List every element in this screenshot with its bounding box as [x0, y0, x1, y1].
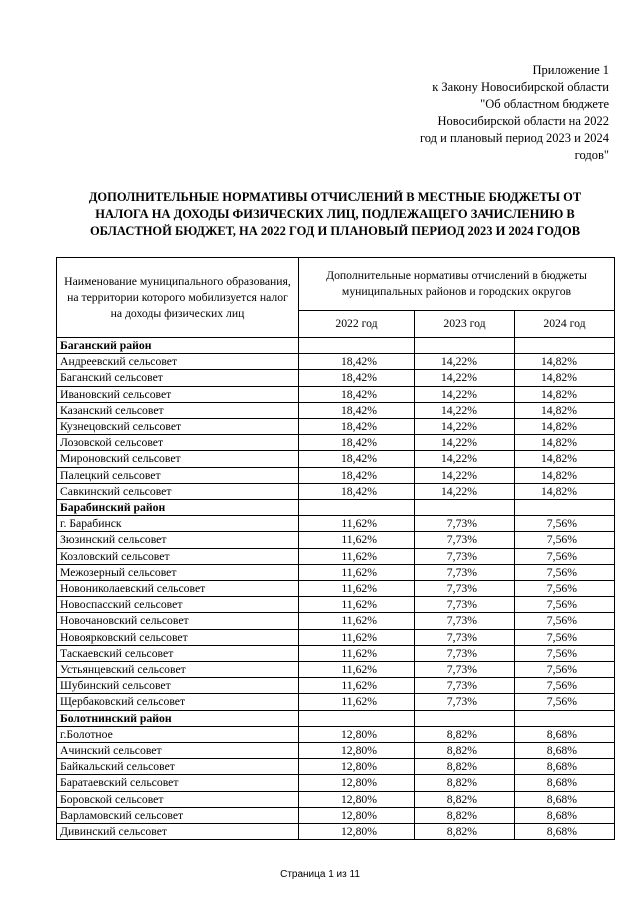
table-row — [57, 662, 615, 678]
norm-value-2022: 12,80% — [299, 824, 415, 840]
norm-value-2024: 14,82% — [515, 386, 615, 402]
municipality-name: Кузнецовский сельсовет — [57, 419, 299, 435]
norm-value-2023: 8,82% — [415, 726, 515, 742]
norm-value-2022: 11,62% — [299, 645, 415, 661]
table-row — [57, 726, 615, 742]
group-name: Болотнинский район — [57, 710, 299, 726]
municipality-name: Варламовский сельсовет — [57, 807, 299, 823]
table-row — [57, 483, 615, 499]
norm-value-2022: 18,42% — [299, 419, 415, 435]
municipality-name: Шубинский сельсовет — [57, 678, 299, 694]
norm-value-2022: 11,62% — [299, 581, 415, 597]
empty-cell — [515, 710, 615, 726]
municipality-name: Таскаевский сельсовет — [57, 645, 299, 661]
norm-value-2024: 14,82% — [515, 354, 615, 370]
annex-line: Новосибирской области на 2022 — [437, 114, 609, 128]
municipality-name: Новоярковский сельсовет — [57, 629, 299, 645]
page-number: Страница 1 из 11 — [280, 869, 360, 880]
norm-value-2022: 11,62% — [299, 516, 415, 532]
header-year-2022: 2022 год — [299, 311, 415, 338]
municipality-name: Ивановский сельсовет — [57, 386, 299, 402]
title-line: НАЛОГА НА ДОХОДЫ ФИЗИЧЕСКИХ ЛИЦ, ПОДЛЕЖАЩЕГО ЗАЧИСЛЕНИЮ В — [95, 207, 575, 221]
table-row — [57, 629, 615, 645]
table-row — [57, 694, 615, 710]
norm-value-2024: 14,82% — [515, 483, 615, 499]
title-line: ОБЛАСТНОЙ БЮДЖЕТ, НА 2022 ГОД И ПЛАНОВЫЙ ПЕРИОД 2023 И 2024 ГОДОВ — [89, 224, 581, 238]
header-year-2024: 2024 год — [515, 311, 615, 338]
annex-line: Приложение 1 — [532, 63, 609, 77]
norm-value-2024: 7,56% — [515, 597, 615, 613]
title-line: ДОПОЛНИТЕЛЬНЫЕ НОРМАТИВЫ ОТЧИСЛЕНИЙ В МЕСТНЫЕ БЮДЖЕТЫ ОТ — [88, 190, 582, 204]
municipality-name: Лозовской сельсовет — [57, 435, 299, 451]
norm-value-2022: 11,62% — [299, 629, 415, 645]
norm-value-2024: 7,56% — [515, 548, 615, 564]
empty-cell — [299, 338, 415, 354]
table-row — [57, 613, 615, 629]
norm-value-2022: 11,62% — [299, 564, 415, 580]
norm-value-2023: 14,22% — [415, 419, 515, 435]
table-row — [57, 370, 615, 386]
norm-value-2022: 18,42% — [299, 483, 415, 499]
empty-cell — [299, 710, 415, 726]
table-row — [57, 435, 615, 451]
norm-value-2022: 18,42% — [299, 354, 415, 370]
norm-value-2023: 8,82% — [415, 791, 515, 807]
municipality-name: Новочановский сельсовет — [57, 613, 299, 629]
norm-value-2022: 11,62% — [299, 532, 415, 548]
table-row — [57, 597, 615, 613]
municipality-name: Новоспасский сельсовет — [57, 597, 299, 613]
municipality-name: Баганский сельсовет — [57, 370, 299, 386]
norm-value-2022: 18,42% — [299, 386, 415, 402]
norm-value-2022: 11,62% — [299, 662, 415, 678]
norm-value-2023: 7,73% — [415, 678, 515, 694]
norm-value-2022: 11,62% — [299, 597, 415, 613]
norm-value-2024: 7,56% — [515, 662, 615, 678]
group-name: Барабинский район — [57, 500, 299, 516]
norm-value-2023: 7,73% — [415, 516, 515, 532]
municipality-name: Новониколаевский сельсовет — [57, 581, 299, 597]
norm-value-2024: 7,56% — [515, 645, 615, 661]
empty-cell — [415, 338, 515, 354]
annex-line: "Об областном бюджете — [480, 97, 609, 111]
municipality-name: г.Болотное — [57, 726, 299, 742]
document-title — [55, 189, 615, 240]
table-row — [57, 548, 615, 564]
header-municipality: Наименование муниципального образования, на территории которого мобилизуется налог на доходы физических лиц — [57, 258, 299, 338]
header-norms-group: Дополнительные нормативы отчислений в бюджеты муниципальных районов и городских округов — [299, 258, 615, 311]
table-row — [57, 451, 615, 467]
norm-value-2024: 8,68% — [515, 791, 615, 807]
norm-value-2023: 7,73% — [415, 581, 515, 597]
norm-value-2024: 8,68% — [515, 743, 615, 759]
table-row — [57, 516, 615, 532]
table-row — [57, 678, 615, 694]
norm-value-2022: 11,62% — [299, 613, 415, 629]
table-row — [57, 824, 615, 840]
norm-value-2023: 8,82% — [415, 743, 515, 759]
norm-value-2023: 7,73% — [415, 662, 515, 678]
norm-value-2022: 18,42% — [299, 402, 415, 418]
municipality-name: Дивинский сельсовет — [57, 824, 299, 840]
norm-value-2023: 8,82% — [415, 759, 515, 775]
norm-value-2022: 18,42% — [299, 435, 415, 451]
municipality-name: Межозерный сельсовет — [57, 564, 299, 580]
annex-line: годов" — [574, 148, 609, 162]
norm-value-2022: 11,62% — [299, 694, 415, 710]
municipality-name: Палецкий сельсовет — [57, 467, 299, 483]
table-row — [57, 386, 615, 402]
norm-value-2024: 14,82% — [515, 435, 615, 451]
table-row — [57, 775, 615, 791]
municipality-name: Зюзинский сельсовет — [57, 532, 299, 548]
table-row — [57, 645, 615, 661]
norm-value-2023: 14,22% — [415, 402, 515, 418]
norm-value-2024: 7,56% — [515, 532, 615, 548]
norm-value-2022: 12,80% — [299, 791, 415, 807]
table-row — [57, 791, 615, 807]
norm-value-2024: 14,82% — [515, 402, 615, 418]
annex-reference — [420, 62, 609, 164]
norm-value-2022: 11,62% — [299, 548, 415, 564]
table-row — [57, 807, 615, 823]
norm-value-2024: 8,68% — [515, 759, 615, 775]
norm-value-2024: 8,68% — [515, 726, 615, 742]
norm-value-2022: 12,80% — [299, 759, 415, 775]
norm-value-2023: 7,73% — [415, 564, 515, 580]
municipality-name: Казанский сельсовет — [57, 402, 299, 418]
table-row — [57, 419, 615, 435]
norm-value-2024: 7,56% — [515, 516, 615, 532]
norm-value-2023: 14,22% — [415, 451, 515, 467]
norm-value-2024: 7,56% — [515, 613, 615, 629]
norm-value-2024: 8,68% — [515, 807, 615, 823]
table-row — [57, 402, 615, 418]
norm-value-2022: 18,42% — [299, 467, 415, 483]
group-row — [57, 500, 615, 516]
norm-value-2023: 8,82% — [415, 807, 515, 823]
table-row — [57, 354, 615, 370]
norm-value-2022: 12,80% — [299, 743, 415, 759]
norm-value-2023: 7,73% — [415, 613, 515, 629]
municipality-name: Устьянцевский сельсовет — [57, 662, 299, 678]
norm-value-2024: 14,82% — [515, 419, 615, 435]
norm-value-2023: 7,73% — [415, 532, 515, 548]
norm-value-2023: 14,22% — [415, 370, 515, 386]
municipality-name: Андреевский сельсовет — [57, 354, 299, 370]
norm-value-2023: 8,82% — [415, 824, 515, 840]
norm-value-2022: 12,80% — [299, 775, 415, 791]
norm-value-2023: 14,22% — [415, 467, 515, 483]
group-name: Баганский район — [57, 338, 299, 354]
norm-value-2024: 7,56% — [515, 678, 615, 694]
norm-value-2022: 18,42% — [299, 451, 415, 467]
norm-value-2022: 18,42% — [299, 370, 415, 386]
empty-cell — [415, 710, 515, 726]
norm-value-2024: 7,56% — [515, 564, 615, 580]
norm-value-2024: 14,82% — [515, 451, 615, 467]
norm-value-2023: 8,82% — [415, 775, 515, 791]
table-row — [57, 581, 615, 597]
norm-value-2023: 14,22% — [415, 386, 515, 402]
norm-value-2023: 14,22% — [415, 354, 515, 370]
norm-value-2024: 7,56% — [515, 694, 615, 710]
group-row — [57, 338, 615, 354]
norm-value-2022: 12,80% — [299, 726, 415, 742]
norm-value-2024: 7,56% — [515, 629, 615, 645]
table-row — [57, 467, 615, 483]
group-row — [57, 710, 615, 726]
header-year-2023: 2023 год — [415, 311, 515, 338]
norms-table — [56, 257, 615, 840]
table-row — [57, 743, 615, 759]
norm-value-2023: 14,22% — [415, 435, 515, 451]
norm-value-2024: 7,56% — [515, 581, 615, 597]
norm-value-2023: 7,73% — [415, 597, 515, 613]
empty-cell — [299, 500, 415, 516]
municipality-name: Щербаковский сельсовет — [57, 694, 299, 710]
municipality-name: г. Барабинск — [57, 516, 299, 532]
municipality-name: Козловский сельсовет — [57, 548, 299, 564]
municipality-name: Мироновский сельсовет — [57, 451, 299, 467]
norm-value-2022: 11,62% — [299, 678, 415, 694]
municipality-name: Боровской сельсовет — [57, 791, 299, 807]
norm-value-2024: 8,68% — [515, 824, 615, 840]
empty-cell — [415, 500, 515, 516]
table-row — [57, 759, 615, 775]
municipality-name: Савкинский сельсовет — [57, 483, 299, 499]
norm-value-2023: 7,73% — [415, 629, 515, 645]
norm-value-2023: 7,73% — [415, 548, 515, 564]
table-row — [57, 532, 615, 548]
municipality-name: Байкальский сельсовет — [57, 759, 299, 775]
empty-cell — [515, 338, 615, 354]
norm-value-2023: 14,22% — [415, 483, 515, 499]
annex-line: к Закону Новосибирской области — [432, 80, 609, 94]
municipality-name: Баратаевский сельсовет — [57, 775, 299, 791]
norm-value-2023: 7,73% — [415, 694, 515, 710]
norm-value-2024: 14,82% — [515, 370, 615, 386]
empty-cell — [515, 500, 615, 516]
norm-value-2024: 14,82% — [515, 467, 615, 483]
norm-value-2023: 7,73% — [415, 645, 515, 661]
norm-value-2024: 8,68% — [515, 775, 615, 791]
table-row — [57, 564, 615, 580]
annex-line: год и плановый период 2023 и 2024 — [419, 131, 609, 145]
municipality-name: Ачинский сельсовет — [57, 743, 299, 759]
norm-value-2022: 12,80% — [299, 807, 415, 823]
